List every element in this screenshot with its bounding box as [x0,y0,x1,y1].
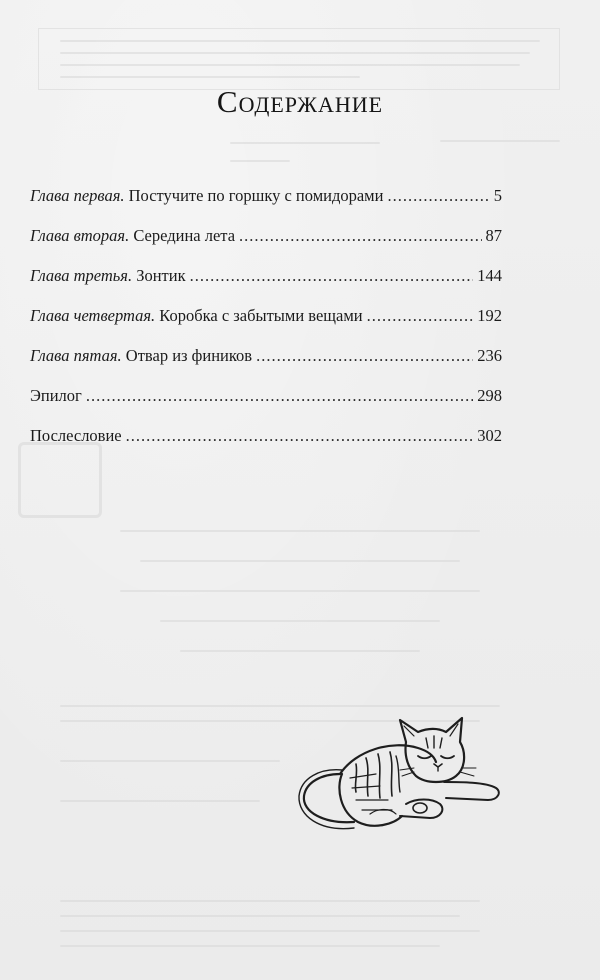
dot-leader [86,386,473,406]
toc-entry[interactable] [30,226,502,266]
show-through-line [60,64,520,66]
dot-leader [256,346,473,366]
toc-page-number: 298 [477,386,502,405]
show-through-line [140,560,460,562]
dot-leader [387,186,489,206]
toc-entry[interactable] [30,186,502,226]
toc-chapter-title: Коробка с забытыми вещами [159,306,363,325]
toc-entry-label: Послесловие [30,426,122,445]
toc-entry[interactable] [30,346,502,386]
toc-page-number: 87 [485,226,502,245]
table-of-contents [30,186,502,466]
toc-page-number: 5 [493,186,502,205]
show-through-line [60,40,540,42]
toc-chapter-title: Отвар из фиников [125,346,253,365]
show-through-line [60,945,440,947]
show-through-line [60,900,480,902]
toc-chapter-title: Постучите по горшку с помидорами [128,186,384,205]
toc-entry[interactable] [30,266,502,306]
page-title: Содержание [216,84,384,119]
toc-page-number: 302 [477,426,502,445]
show-through-line [60,705,500,707]
show-through-line [180,650,420,652]
toc-entry[interactable] [30,386,502,426]
toc-entry-label [30,266,186,286]
sleeping-cat-icon [296,712,508,840]
show-through-line [440,140,560,142]
toc-entry[interactable] [30,426,502,466]
toc-chapter-number: Глава третья. [30,266,133,285]
toc-chapter-number: Глава четвертая. [30,306,156,325]
toc-chapter-title: Зонтик [136,266,186,285]
dot-leader [367,306,474,326]
toc-chapter-number: Глава первая. [30,186,125,205]
toc-chapter-number: Глава пятая. [30,346,122,365]
show-through-line [120,590,480,592]
show-through-box [38,28,560,90]
show-through-line [230,160,290,162]
show-through-line [60,915,460,917]
show-through-line [60,52,530,54]
dot-leader [239,226,481,246]
show-through-line [60,930,480,932]
toc-entry-label: Эпилог [30,386,82,405]
show-through-line [60,800,260,802]
toc-page-number: 144 [477,266,502,285]
toc-entry-label [30,306,363,326]
toc-page-number: 236 [477,346,502,365]
toc-chapter-number: Глава вторая. [30,226,130,245]
show-through-line [230,142,380,144]
show-through-line [120,530,480,532]
dot-leader [190,266,474,286]
toc-entry[interactable] [30,306,502,346]
toc-entry-label [30,346,252,366]
show-through-line [60,760,280,762]
toc-chapter-title: Середина лета [133,226,236,245]
toc-entry-label [30,186,383,206]
show-through-line [60,76,360,78]
toc-entry-label [30,226,235,246]
show-through-line [160,620,440,622]
toc-page-number: 192 [477,306,502,325]
dot-leader [126,426,474,446]
